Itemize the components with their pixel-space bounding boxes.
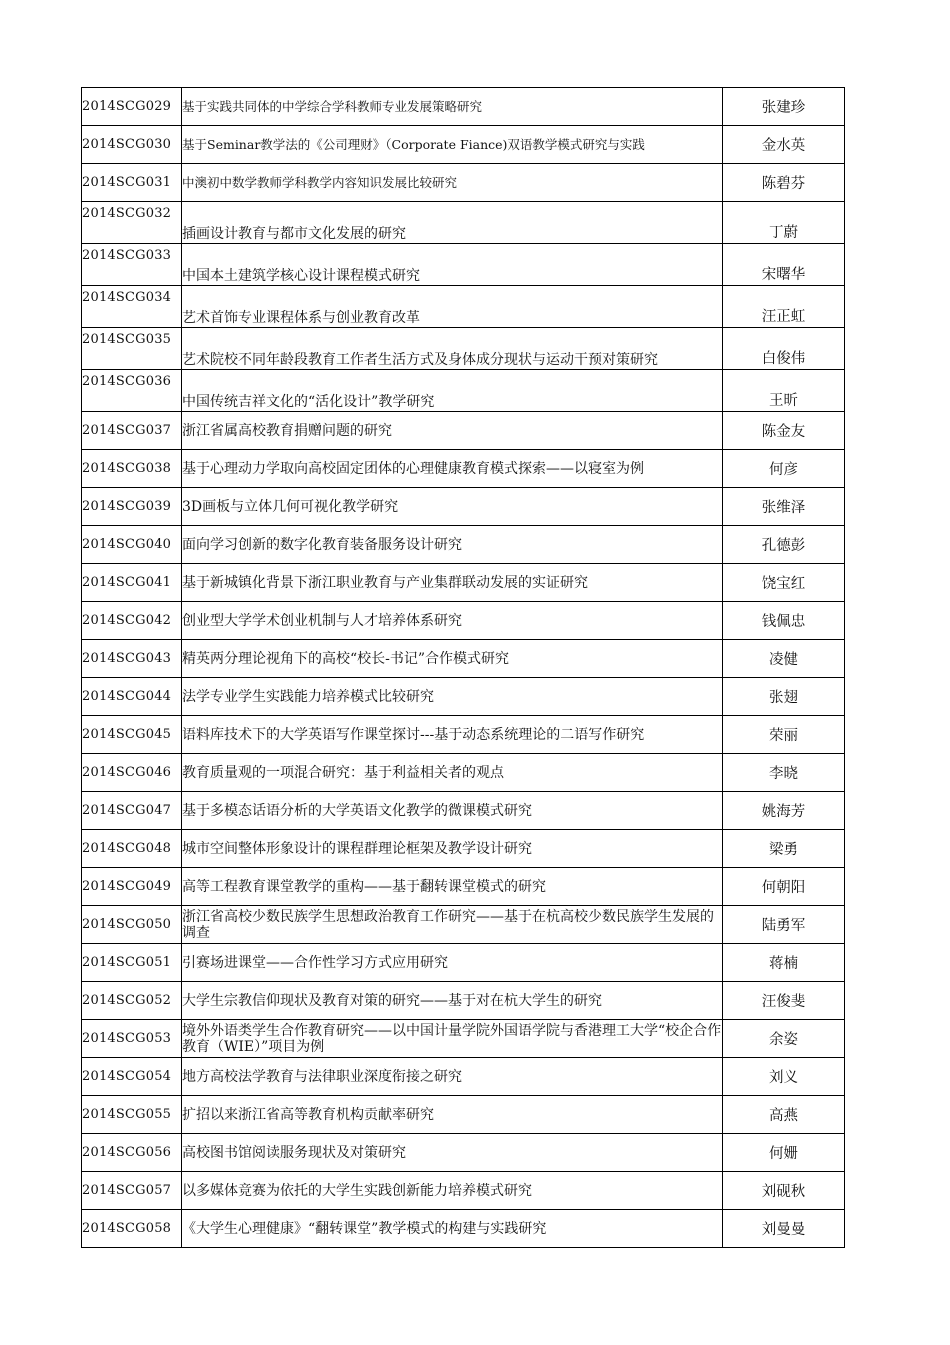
table-row xyxy=(82,526,845,564)
project-leader: 李晓 xyxy=(723,754,845,792)
project-title: 地方高校法学教育与法律职业深度衔接之研究 xyxy=(182,1058,723,1096)
table-row xyxy=(82,202,845,244)
project-leader: 刘义 xyxy=(723,1058,845,1096)
project-code: 2014SCG033 xyxy=(82,244,182,286)
project-title: 基于实践共同体的中学综合学科教师专业发展策略研究 xyxy=(182,88,723,126)
project-title: 语料库技术下的大学英语写作课堂探讨---基于动态系统理论的二语写作研究 xyxy=(182,716,723,754)
table-row xyxy=(82,640,845,678)
project-leader: 丁蔚 xyxy=(723,202,845,244)
project-title: 城市空间整体形象设计的课程群理论框架及教学设计研究 xyxy=(182,830,723,868)
table-row xyxy=(82,1210,845,1248)
project-leader: 宋曙华 xyxy=(723,244,845,286)
project-title: 基于Seminar教学法的《公司理财》（Corporate Fiance)双语教学模式研究与实践 xyxy=(182,126,723,164)
table-row xyxy=(82,450,845,488)
project-title: 基于心理动力学取向高校固定团体的心理健康教育模式探索——以寝室为例 xyxy=(182,450,723,488)
project-code: 2014SCG041 xyxy=(82,564,182,602)
table-row xyxy=(82,244,845,286)
project-title: 高校图书馆阅读服务现状及对策研究 xyxy=(182,1134,723,1172)
project-title: 中国传统吉祥文化的“活化设计”教学研究 xyxy=(182,370,723,412)
project-code: 2014SCG031 xyxy=(82,164,182,202)
project-code: 2014SCG043 xyxy=(82,640,182,678)
project-title: 基于多模态话语分析的大学英语文化教学的微课模式研究 xyxy=(182,792,723,830)
table-row xyxy=(82,126,845,164)
project-title: 3D画板与立体几何可视化教学研究 xyxy=(182,488,723,526)
project-code: 2014SCG055 xyxy=(82,1096,182,1134)
project-leader: 孔德彭 xyxy=(723,526,845,564)
project-leader: 余姿 xyxy=(723,1020,845,1058)
table-row xyxy=(82,830,845,868)
project-code: 2014SCG058 xyxy=(82,1210,182,1248)
project-code: 2014SCG052 xyxy=(82,982,182,1020)
project-code: 2014SCG057 xyxy=(82,1172,182,1210)
table-row xyxy=(82,982,845,1020)
project-code: 2014SCG042 xyxy=(82,602,182,640)
project-leader: 张翅 xyxy=(723,678,845,716)
project-title: 高等工程教育课堂教学的重构——基于翻转课堂模式的研究 xyxy=(182,868,723,906)
project-title: 引赛场进课堂——合作性学习方式应用研究 xyxy=(182,944,723,982)
project-table xyxy=(81,87,845,1248)
project-leader: 钱佩忠 xyxy=(723,602,845,640)
project-title: 大学生宗教信仰现状及教育对策的研究——基于对在杭大学生的研究 xyxy=(182,982,723,1020)
project-leader: 刘砚秋 xyxy=(723,1172,845,1210)
project-code: 2014SCG046 xyxy=(82,754,182,792)
table-row xyxy=(82,868,845,906)
project-title: 中澳初中数学教师学科教学内容知识发展比较研究 xyxy=(182,164,723,202)
project-leader: 蒋楠 xyxy=(723,944,845,982)
project-code: 2014SCG037 xyxy=(82,412,182,450)
project-code: 2014SCG029 xyxy=(82,88,182,126)
project-code: 2014SCG040 xyxy=(82,526,182,564)
table-row xyxy=(82,564,845,602)
table-row xyxy=(82,716,845,754)
table-row xyxy=(82,286,845,328)
project-leader: 白俊伟 xyxy=(723,328,845,370)
project-leader: 荣丽 xyxy=(723,716,845,754)
project-title: 法学专业学生实践能力培养模式比较研究 xyxy=(182,678,723,716)
project-title: 中国本土建筑学核心设计课程模式研究 xyxy=(182,244,723,286)
table-row xyxy=(82,944,845,982)
project-code: 2014SCG038 xyxy=(82,450,182,488)
table-row xyxy=(82,1096,845,1134)
project-code: 2014SCG035 xyxy=(82,328,182,370)
project-leader: 何朝阳 xyxy=(723,868,845,906)
table-row xyxy=(82,792,845,830)
project-title: 浙江省高校少数民族学生思想政治教育工作研究——基于在杭高校少数民族学生发展的调查 xyxy=(182,906,723,944)
project-leader: 陈碧芬 xyxy=(723,164,845,202)
table-row xyxy=(82,602,845,640)
project-title: 创业型大学学术创业机制与人才培养体系研究 xyxy=(182,602,723,640)
project-code: 2014SCG034 xyxy=(82,286,182,328)
table-row xyxy=(82,1058,845,1096)
project-leader: 何彦 xyxy=(723,450,845,488)
table-row xyxy=(82,488,845,526)
table-row xyxy=(82,906,845,944)
project-leader: 汪俊斐 xyxy=(723,982,845,1020)
project-leader: 张维泽 xyxy=(723,488,845,526)
table-row xyxy=(82,1020,845,1058)
project-code: 2014SCG036 xyxy=(82,370,182,412)
project-code: 2014SCG045 xyxy=(82,716,182,754)
project-code: 2014SCG050 xyxy=(82,906,182,944)
table-row xyxy=(82,88,845,126)
project-code: 2014SCG051 xyxy=(82,944,182,982)
project-leader: 高燕 xyxy=(723,1096,845,1134)
project-title: 艺术院校不同年龄段教育工作者生活方式及身体成分现状与运动干预对策研究 xyxy=(182,328,723,370)
project-code: 2014SCG044 xyxy=(82,678,182,716)
project-leader: 张建珍 xyxy=(723,88,845,126)
table-row xyxy=(82,328,845,370)
project-title: 教育质量观的一项混合研究：基于利益相关者的观点 xyxy=(182,754,723,792)
project-code: 2014SCG047 xyxy=(82,792,182,830)
project-leader: 饶宝红 xyxy=(723,564,845,602)
project-title: 以多媒体竞赛为依托的大学生实践创新能力培养模式研究 xyxy=(182,1172,723,1210)
project-code: 2014SCG054 xyxy=(82,1058,182,1096)
project-leader: 姚海芳 xyxy=(723,792,845,830)
project-leader: 何姗 xyxy=(723,1134,845,1172)
project-title: 浙江省属高校教育捐赠问题的研究 xyxy=(182,412,723,450)
project-leader: 陈金友 xyxy=(723,412,845,450)
project-title: 艺术首饰专业课程体系与创业教育改革 xyxy=(182,286,723,328)
project-code: 2014SCG049 xyxy=(82,868,182,906)
project-code: 2014SCG056 xyxy=(82,1134,182,1172)
project-leader: 金水英 xyxy=(723,126,845,164)
table-row xyxy=(82,1172,845,1210)
project-leader: 梁勇 xyxy=(723,830,845,868)
project-code: 2014SCG032 xyxy=(82,202,182,244)
project-code: 2014SCG053 xyxy=(82,1020,182,1058)
project-title: 精英两分理论视角下的高校“校长-书记”合作模式研究 xyxy=(182,640,723,678)
project-leader: 汪正虹 xyxy=(723,286,845,328)
project-title: 扩招以来浙江省高等教育机构贡献率研究 xyxy=(182,1096,723,1134)
project-code: 2014SCG039 xyxy=(82,488,182,526)
project-code: 2014SCG030 xyxy=(82,126,182,164)
project-leader: 刘曼曼 xyxy=(723,1210,845,1248)
project-code: 2014SCG048 xyxy=(82,830,182,868)
table-row xyxy=(82,412,845,450)
project-title: 境外外语类学生合作教育研究——以中国计量学院外国语学院与香港理工大学“校企合作教育（WIE）”项目为例 xyxy=(182,1020,723,1058)
table-row xyxy=(82,754,845,792)
project-title: 面向学习创新的数字化教育装备服务设计研究 xyxy=(182,526,723,564)
project-leader: 凌健 xyxy=(723,640,845,678)
project-title: 插画设计教育与都市文化发展的研究 xyxy=(182,202,723,244)
table-row xyxy=(82,370,845,412)
project-title: 基于新城镇化背景下浙江职业教育与产业集群联动发展的实证研究 xyxy=(182,564,723,602)
table-row xyxy=(82,678,845,716)
table-row xyxy=(82,164,845,202)
project-title: 《大学生心理健康》“翻转课堂”教学模式的构建与实践研究 xyxy=(182,1210,723,1248)
project-leader: 王昕 xyxy=(723,370,845,412)
project-leader: 陆勇军 xyxy=(723,906,845,944)
project-table-body xyxy=(82,88,845,1248)
table-row xyxy=(82,1134,845,1172)
